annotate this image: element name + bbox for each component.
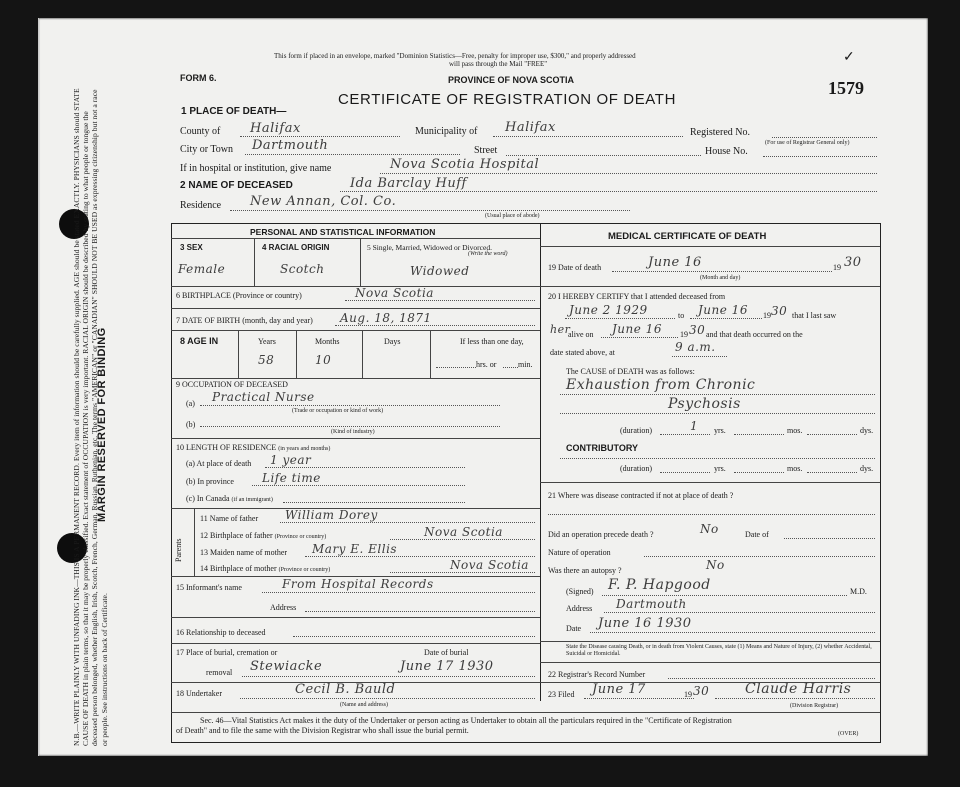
contributory-mos-label: mos. (787, 464, 803, 473)
birthplace-label (176, 291, 302, 300)
residence-label: Residence (180, 200, 222, 211)
contributory-dys-label: dys. (860, 464, 874, 473)
alive-on-value: June 16 (612, 322, 662, 336)
binding-text: MARGIN RESERVED FOR BINDING (96, 327, 108, 522)
margin-instructions-text: N.B.—WRITE PLAINLY WITH UNFADING INK—THIS IS A PERMANENT RECORD. Every item of information should be carefully supplied. AGE should be stated EXACTLY. PHYSICIANS should STATE CAUSE OF DEATH in plain terms, so that it may be properly classified. Exact statement of OCCUPATION is very important. RACIAL ORIGIN should be described by stating to what people or tongue the deceased person belonged, whether English, Irish, Scotch, French, German, Russian, Ruthenian, etc. The terms "AMERICAN" or "CANADIAN" SHOULD NOT BE USED as expressing citizenship but not a race or people. See instructions on back of Certificate. (72, 88, 109, 746)
residence-length-note: (in years and months) (278, 446, 331, 452)
disease-contracted-label: 21 Where was disease contracted if not at place of death ? (548, 491, 734, 500)
filed-date-value: June 17 (592, 682, 646, 697)
page-title: CERTIFICATE OF REGISTRATION OF DEATH (338, 91, 676, 108)
her-value: her (550, 323, 571, 336)
at-place-value: 1 year (270, 453, 312, 467)
scan-border-left (0, 0, 38, 787)
age-label: 8 AGE IN (180, 336, 219, 346)
residence-length-text: 10 LENGTH OF RESIDENCE (176, 443, 277, 452)
county-value: Halifax (250, 121, 301, 136)
registrar-record-label: 22 Registrar's Record Number (548, 670, 646, 679)
death-occurred-label: and that death occurred on the (706, 330, 803, 339)
death-year-prefix: 19 (833, 263, 841, 272)
place-of-death-heading: 1 PLACE OF DEATH— (181, 106, 287, 117)
dys-label: dys. (860, 426, 874, 435)
father-birthplace-label (200, 531, 326, 541)
violent-causes-note: State the Disease causing Death, or in death from Violent Causes, state (1) Means and Nature of Injury, (2) whether Accidental, Suicidal or Homicidal. (566, 644, 872, 657)
marital-label: 5 Single, Married, Widowed or Divorced. (367, 243, 492, 252)
attended-to: June 16 (698, 303, 748, 317)
certify-statement: 20 I HEREBY CERTIFY that I attended deceased from (548, 292, 726, 301)
in-canada-label (186, 494, 273, 504)
mos-label: mos. (787, 426, 803, 435)
physician-date-label: Date (566, 624, 582, 633)
alive-year-value: 30 (689, 323, 706, 337)
scan-border-bottom (0, 756, 960, 787)
months-label: Months (315, 337, 340, 346)
dob-note: (month, day and year) (242, 316, 313, 325)
duration-label: (duration) (620, 426, 652, 435)
operation-date-label: Date of (745, 530, 769, 539)
house-no-label: House No. (705, 146, 748, 157)
marital-note: (Write the word) (468, 251, 508, 257)
age-years: 58 (258, 353, 275, 367)
alive-on-label: alive on (568, 330, 594, 339)
scan-border-top (0, 0, 960, 18)
deceased-name: Ida Barclay Huff (350, 176, 467, 191)
birthplace-value: Nova Scotia (355, 286, 434, 300)
contributory-yrs-label: yrs. (714, 464, 726, 473)
medical-certificate-heading: MEDICAL CERTIFICATE OF DEATH (608, 231, 767, 242)
undertaker-signature: Cecil B. Bauld (295, 682, 396, 697)
trade-note: (Trade or occupation or kind of work) (292, 408, 384, 414)
dob-label-text: 7 DATE OF BIRTH (176, 316, 241, 325)
signed-label: (Signed) (566, 587, 594, 596)
filed-year-value: 30 (693, 684, 710, 698)
operation-value: No (700, 522, 719, 536)
removal-label: removal (206, 668, 233, 677)
registered-no-label: Registered No. (690, 127, 750, 138)
to-year-prefix: 19 (763, 311, 771, 320)
personal-info-heading: PERSONAL AND STATISTICAL INFORMATION (250, 227, 436, 237)
cause-of-death-line2: Psychosis (668, 396, 741, 412)
date-of-death-label: 19 Date of death (548, 263, 602, 272)
father-name-value: William Dorey (285, 508, 378, 522)
footer-line1: Sec. 46—Vital Statistics Act makes it the duty of the Undertaker or person acting as Undertaker to obtain all the particulars required in the "Certificate of Registration (200, 716, 732, 725)
autopsy-value: No (706, 558, 725, 572)
physician-address-label: Address (566, 604, 593, 613)
duration-years: 1 (690, 419, 699, 433)
in-canada-note: (if an immigrant) (231, 497, 273, 503)
attended-from: June 2 1929 (569, 303, 648, 317)
city-value: Dartmouth (252, 138, 329, 153)
informant-value: From Hospital Records (282, 577, 434, 591)
father-birthplace-note: (Province or country) (274, 534, 327, 540)
birthplace-note: (Province or country) (232, 291, 302, 300)
filed-year-prefix: 19 (684, 690, 692, 699)
undertaker-label: 18 Undertaker (176, 689, 222, 698)
alive-year-prefix: 19 (680, 330, 688, 339)
residence-note: (Usual place of abode) (485, 213, 540, 219)
county-label: County of (180, 126, 221, 137)
mail-free-note: will pass through the Mail "FREE" (449, 60, 548, 68)
to-label: to (678, 311, 685, 320)
municipality-label: Municipality of (415, 126, 478, 137)
mother-name-label: 13 Maiden name of mother (200, 548, 288, 557)
undertaker-note: (Name and address) (340, 702, 388, 708)
hrs-label: hrs. or (476, 360, 497, 369)
time-of-death: 9 a.m. (675, 340, 716, 354)
father-name-label: 11 Name of father (200, 514, 259, 523)
birthplace-label-text: 6 BIRTHPLACE (176, 291, 231, 300)
certificate-number: 1579 (828, 78, 864, 98)
occupation-value: Practical Nurse (212, 390, 315, 404)
operation-label: Did an operation precede death ? (548, 530, 654, 539)
physician-address-value: Dartmouth (616, 597, 687, 611)
occupation-label: 9 OCCUPATION OF DECEASED (176, 380, 288, 389)
in-province-value: Life time (262, 471, 321, 485)
min-label: min. (518, 360, 533, 369)
physician-date-value: June 16 1930 (598, 616, 692, 631)
dob-label (176, 316, 313, 325)
registrar-signature: Claude Harris (745, 681, 852, 697)
form-number: FORM 6. (180, 73, 217, 83)
to-year-value: 30 (771, 304, 788, 318)
racial-origin-value: Scotch (280, 262, 325, 276)
filed-label: 23 Filed (548, 690, 575, 699)
last-saw-label: that I last saw (792, 311, 837, 320)
contributory-label: CONTRIBUTORY (566, 443, 638, 453)
md-label: M.D. (850, 587, 867, 596)
burial-place-value: Stewiacke (250, 659, 323, 674)
death-year-value: 30 (844, 255, 862, 270)
hospital-label: If in hospital or institution, give name (180, 163, 332, 174)
autopsy-label: Was there an autopsy ? (548, 566, 622, 575)
over-note: (OVER) (838, 731, 859, 737)
physician-signature: F. P. Hapgood (608, 577, 711, 593)
date-of-death-note: (Month and day) (700, 275, 741, 281)
nature-of-operation-label: Nature of operation (548, 548, 611, 557)
industry-note: (Kind of industry) (331, 429, 375, 435)
days-label: Days (384, 337, 401, 346)
parents-label: Parents (174, 538, 183, 562)
envelope-note: This form if placed in an envelope, marked "Dominion Statistics—Free, penalty for improper use, $300," and properly addressed (274, 52, 636, 60)
dob-value: Aug. 18, 1871 (340, 311, 432, 325)
age-months: 10 (315, 353, 332, 367)
father-birthplace-value: Nova Scotia (424, 525, 503, 539)
marital-value: Widowed (410, 264, 470, 278)
residence-length-label (176, 443, 330, 453)
at-place-label: (a) At place of death (186, 459, 252, 468)
burial-place-label: 17 Place of burial, cremation or (176, 648, 278, 657)
province-heading: PROVINCE OF NOVA SCOTIA (448, 75, 575, 85)
relationship-label: 16 Relationship to deceased (176, 628, 266, 637)
yrs-label: yrs. (714, 426, 726, 435)
mother-birthplace-label (200, 564, 330, 574)
mother-birthplace-text: 14 Birthplace of mother (200, 564, 277, 573)
scan-border-right (928, 0, 960, 787)
registrar-note: (For use of Registrar General only) (765, 140, 850, 146)
burial-date-label: Date of burial (424, 648, 469, 657)
footer-line2: of Death" and to file the same with the Division Registrar who shall issue the burial permit. (176, 726, 469, 735)
cause-of-death-label: The CAUSE of DEATH was as follows: (566, 367, 695, 376)
street-label: Street (474, 145, 498, 156)
check-mark: ✓ (843, 50, 855, 65)
residence-value: New Annan, Col. Co. (250, 194, 397, 209)
racial-origin-label: 4 RACIAL ORIGIN (262, 243, 330, 252)
in-province-label: (b) In province (186, 477, 234, 486)
occupation-a: (a) (186, 399, 195, 408)
years-label: Years (258, 337, 276, 346)
mother-birthplace-note: (Province or country) (278, 567, 331, 573)
date-of-death-value: June 16 (648, 255, 702, 270)
city-label: City or Town (180, 144, 234, 155)
division-registrar-note: (Division Registrar) (790, 703, 839, 709)
sex-label: 3 SEX (180, 243, 203, 252)
cause-of-death-line1: Exhaustion from Chronic (566, 377, 756, 393)
in-canada-text: (c) In Canada (186, 494, 230, 503)
contributory-duration-label: (duration) (620, 464, 652, 473)
sex-value: Female (178, 262, 226, 276)
less-than-day-label: If less than one day, (460, 337, 524, 346)
hospital-value: Nova Scotia Hospital (390, 157, 540, 172)
father-birthplace-text: 12 Birthplace of father (200, 531, 273, 540)
name-of-deceased-label: 2 NAME OF DECEASED (180, 180, 293, 191)
date-above-label: date stated above, at (550, 348, 615, 357)
municipality-value: Halifax (505, 120, 556, 135)
informant-label: 15 Informant's name (176, 583, 242, 592)
burial-date-value: June 17 1930 (400, 659, 494, 674)
occupation-b: (b) (186, 420, 196, 429)
mother-birthplace-value: Nova Scotia (450, 558, 529, 572)
margin-binding-label (96, 282, 116, 522)
mother-name-value: Mary E. Ellis (312, 542, 398, 556)
informant-address-label: Address (270, 603, 297, 612)
